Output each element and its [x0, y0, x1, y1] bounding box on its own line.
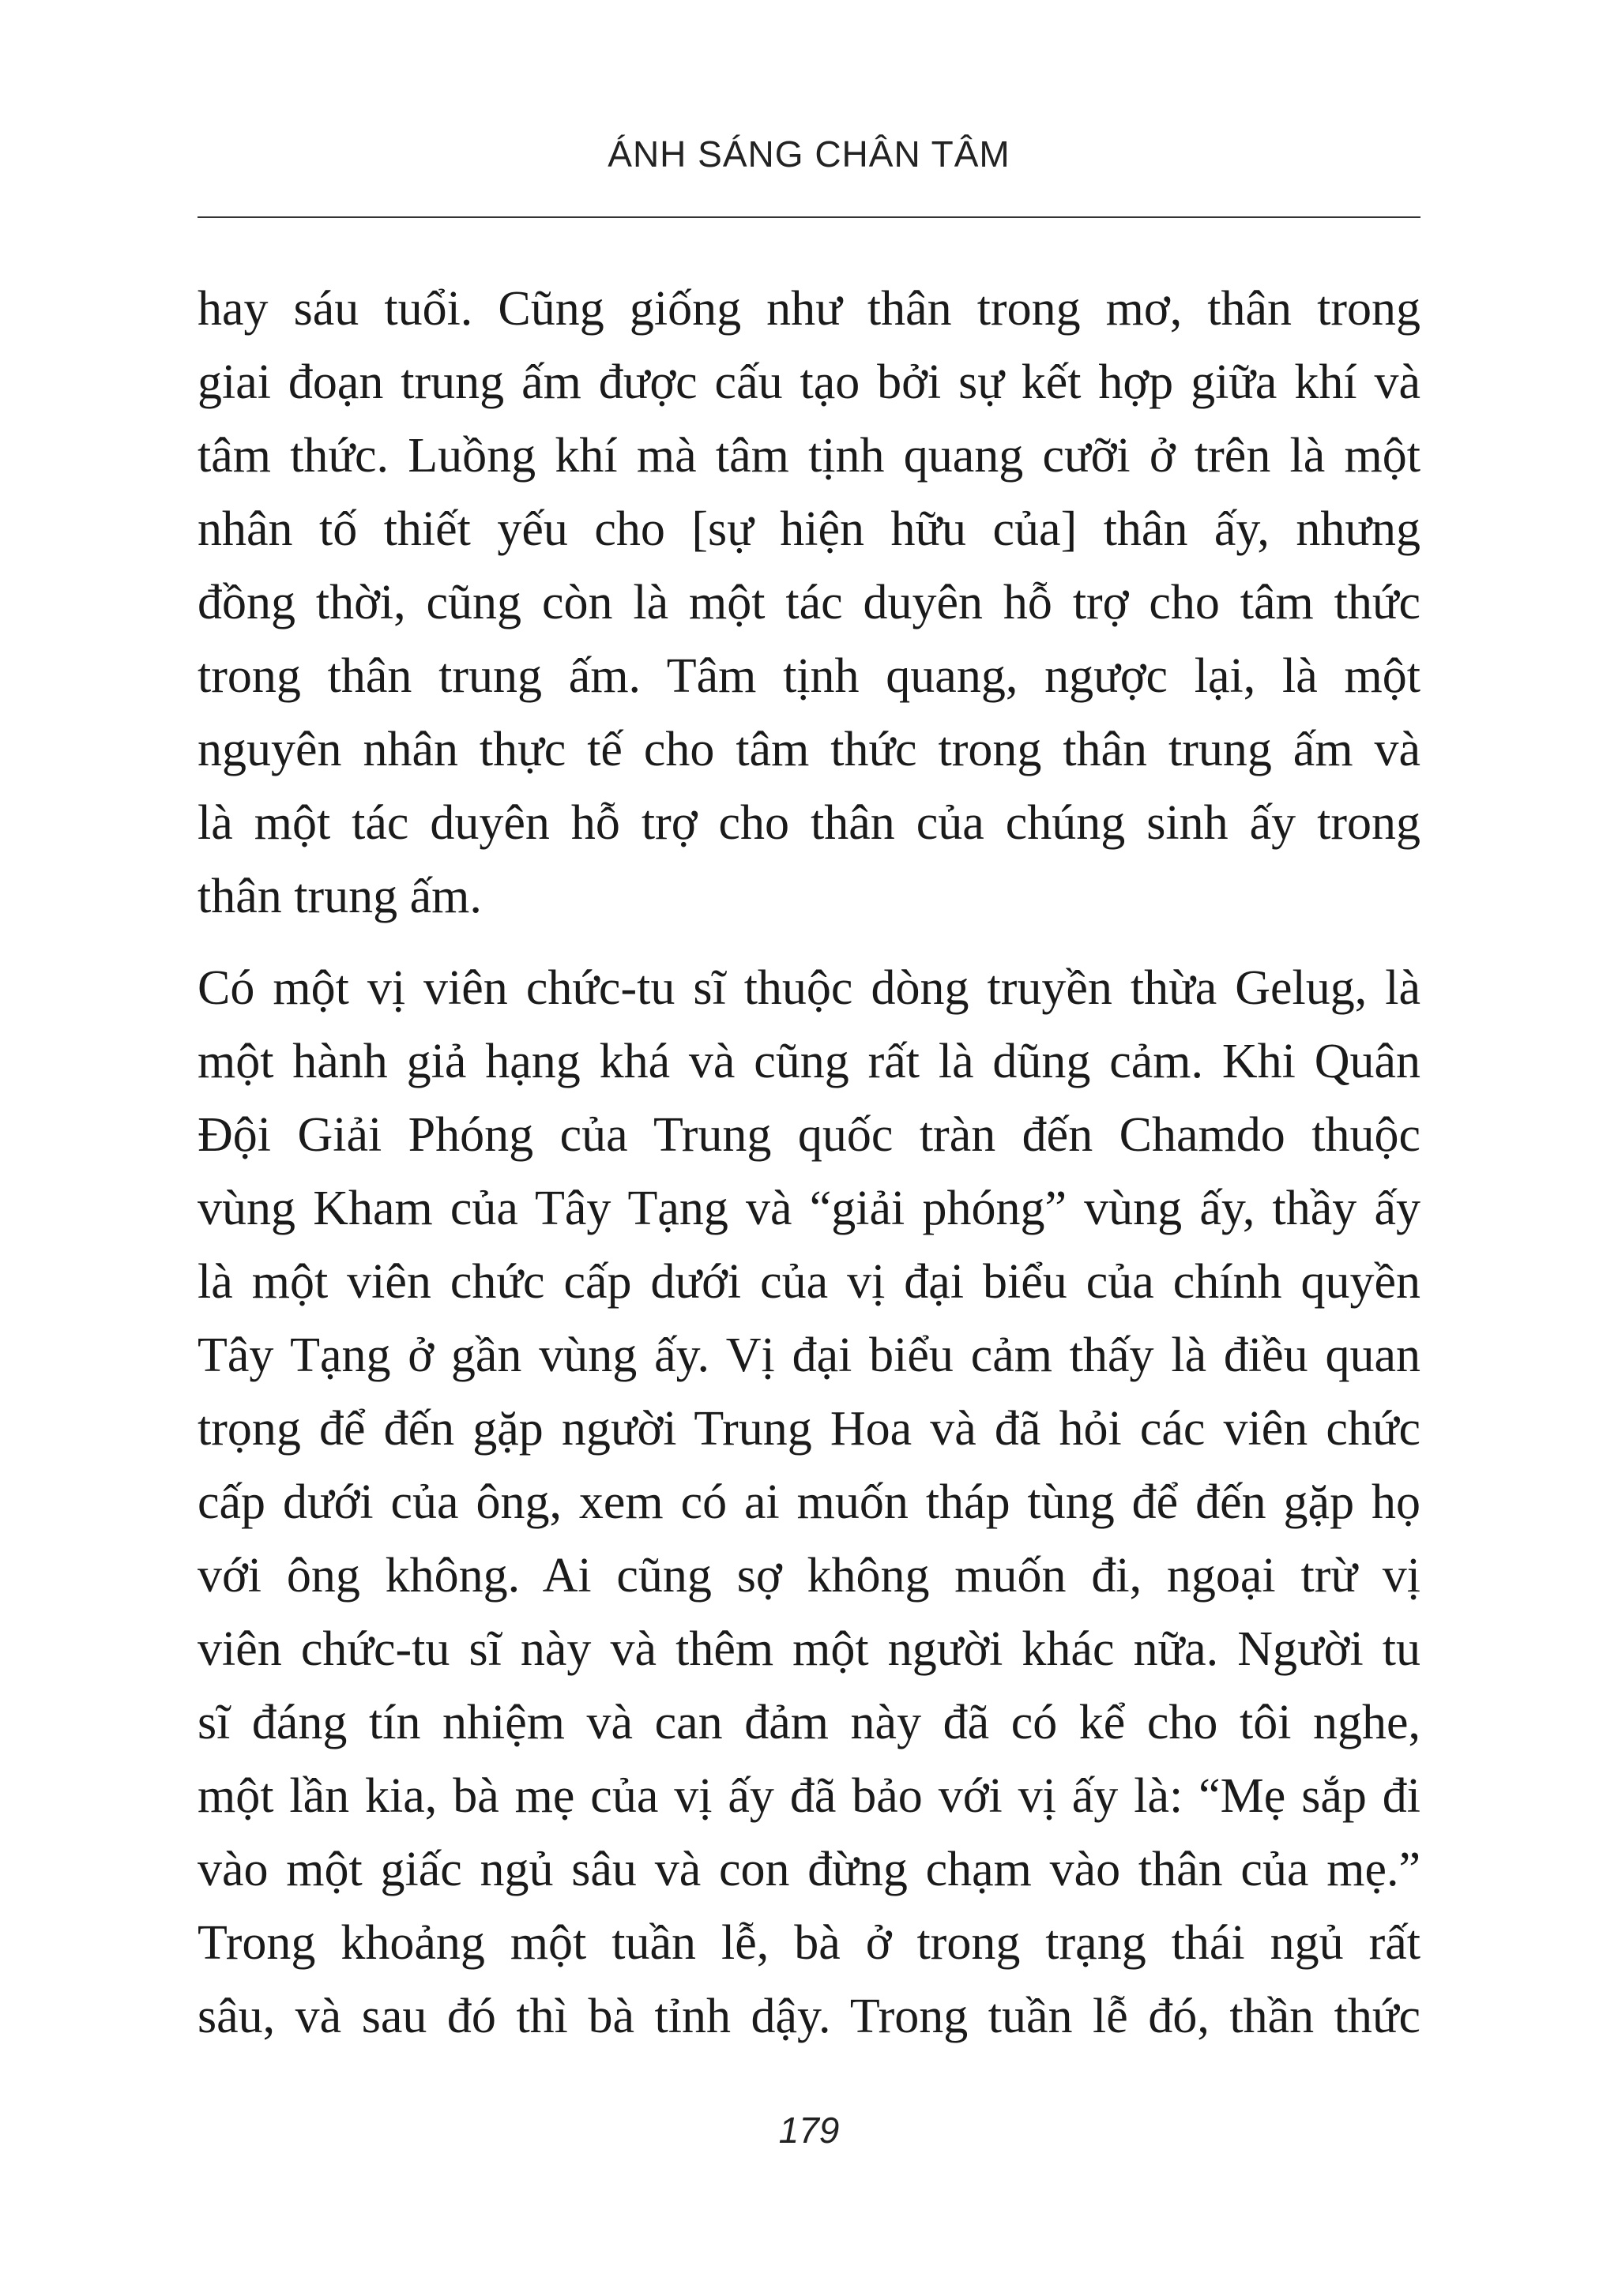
text-line: đồng thời, cũng còn là một tác duyên hỗ trợ cho tâm thức	[198, 576, 1420, 629]
text-line: tâm thức. Luồng khí mà tâm tịnh quang cưỡi ở trên là một	[198, 429, 1420, 483]
text-line: hay sáu tuổi. Cũng giống như thân trong mơ, thân trong	[198, 282, 1420, 336]
text-line: nguyên nhân thực tế cho tâm thức trong thân trung ấm và	[198, 723, 1420, 776]
text-line: là một tác duyên hỗ trợ cho thân của chúng sinh ấy trong	[198, 796, 1420, 850]
text-line: Đội Giải Phóng của Trung quốc tràn đến Chamdo thuộc	[198, 1108, 1420, 1162]
text-line: sĩ đáng tín nhiệm và can đảm này đã có kể cho tôi nghe,	[198, 1696, 1420, 1749]
text-line: trọng để đến gặp người Trung Hoa và đã hỏi các viên chức	[198, 1402, 1420, 1456]
text-line: cấp dưới của ông, xem có ai muốn tháp tùng để đến gặp họ	[198, 1475, 1420, 1529]
paragraph-1	[198, 272, 1420, 934]
text-line: là một viên chức cấp dưới của vị đại biểu của chính quyền	[198, 1255, 1420, 1309]
text-line: Tây Tạng ở gần vùng ấy. Vị đại biểu cảm thấy là điều quan	[198, 1328, 1420, 1382]
text-line: sâu, và sau đó thì bà tỉnh dậy. Trong tuần lễ đó, thần thức	[198, 1990, 1420, 2043]
text-line: vào một giấc ngủ sâu và con đừng chạm vào thân của mẹ.”	[198, 1843, 1420, 1896]
text-line: nhân tố thiết yếu cho [sự hiện hữu của] thân ấy, nhưng	[198, 502, 1420, 556]
text-line: thân trung ấm.	[198, 870, 482, 923]
text-line: trong thân trung ấm. Tâm tịnh quang, ngược lại, là một	[198, 649, 1420, 703]
paragraph-2	[198, 952, 1420, 2054]
text-line: viên chức-tu sĩ này và thêm một người khác nữa. Người tu	[198, 1622, 1420, 1676]
header-divider	[198, 216, 1420, 218]
text-line: vùng Kham của Tây Tạng và “giải phóng” vùng ấy, thầy ấy	[198, 1182, 1420, 1235]
text-line: Có một vị viên chức-tu sĩ thuộc dòng truyền thừa Gelug, là	[198, 961, 1420, 1015]
running-header-title: ÁNH SÁNG CHÂN TÂM	[608, 133, 1010, 175]
text-line: một lần kia, bà mẹ của vị ấy đã bảo với vị ấy là: “Mẹ sắp đi	[198, 1769, 1420, 1823]
text-line: giai đoạn trung ấm được cấu tạo bởi sự kết hợp giữa khí và	[198, 355, 1420, 409]
page-number: 179	[778, 2110, 840, 2151]
text-line: với ông không. Ai cũng sợ không muốn đi, ngoại trừ vị	[198, 1549, 1420, 1603]
text-line: một hành giả hạng khá và cũng rất là dũng cảm. Khi Quân	[198, 1035, 1420, 1088]
text-line: Trong khoảng một tuần lễ, bà ở trong trạng thái ngủ rất	[198, 1916, 1420, 1970]
